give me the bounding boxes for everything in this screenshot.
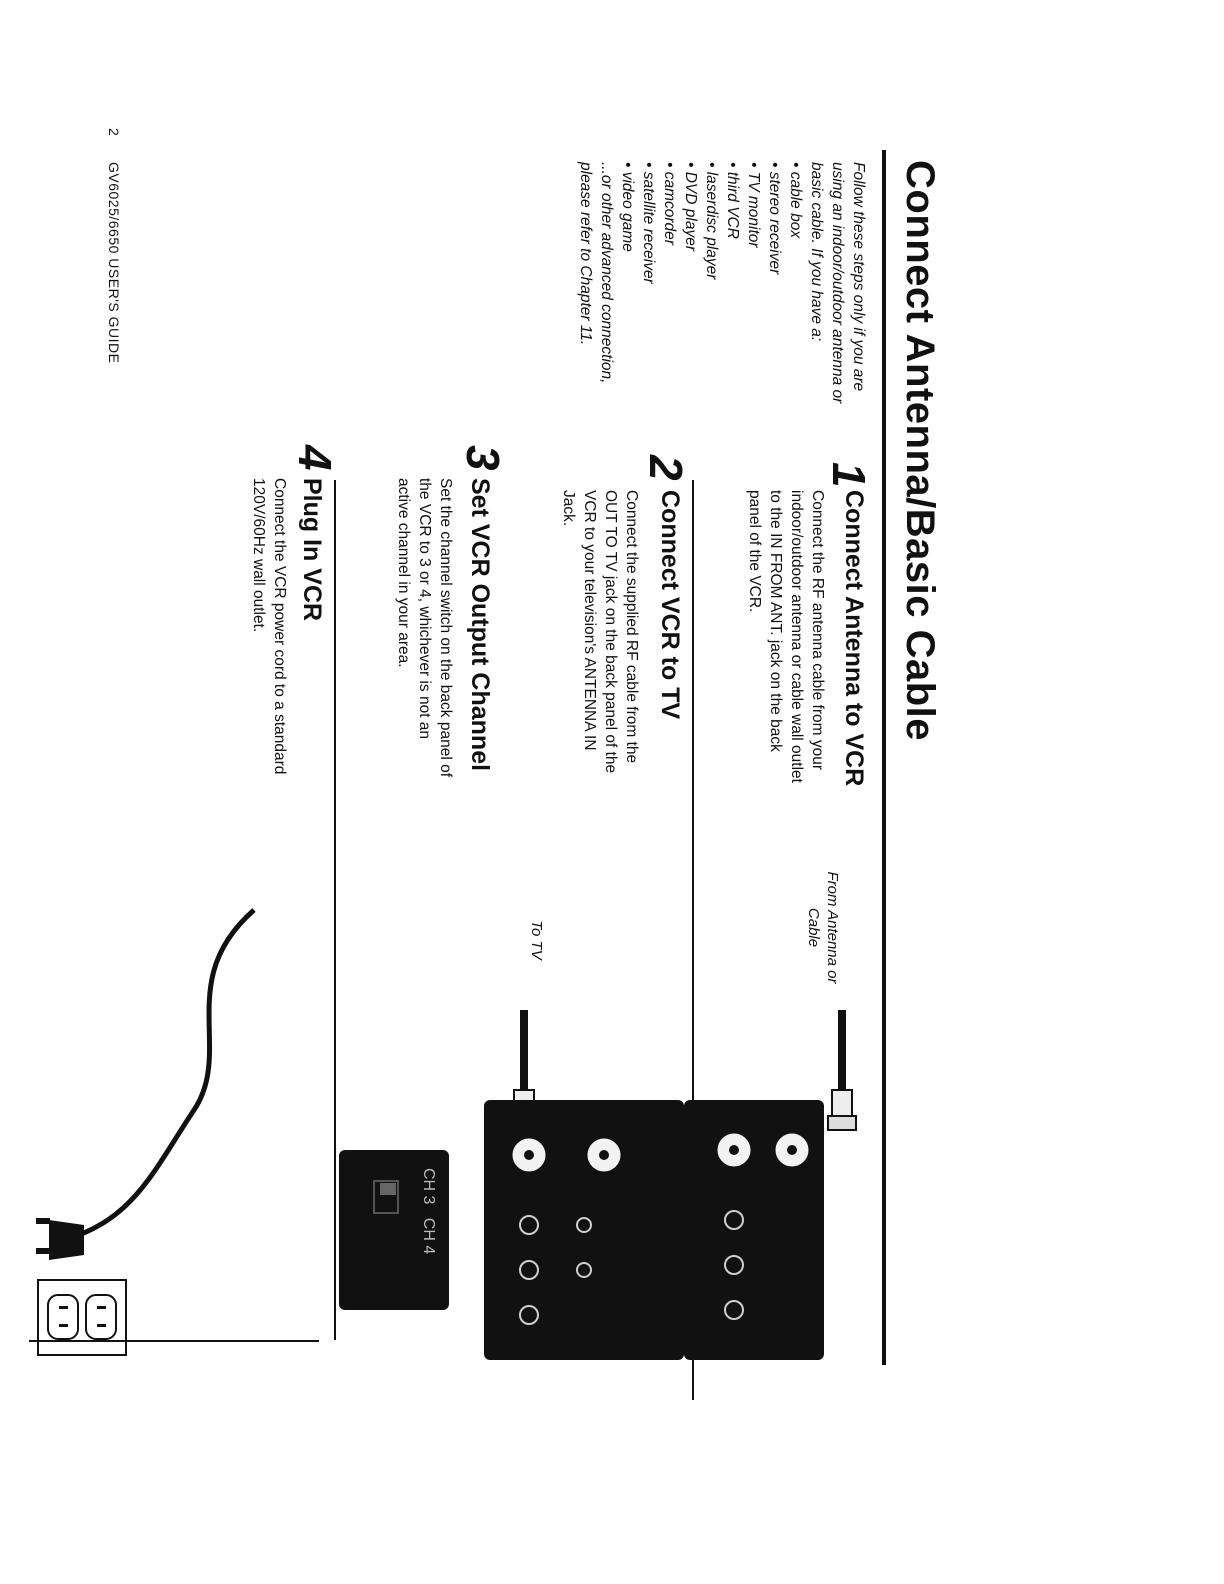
guide-title: GV6025/6650 USER'S GUIDE: [106, 162, 122, 364]
power-plug: [49, 1220, 84, 1260]
list-item: • DVD player: [680, 162, 701, 427]
list-item: • third VCR: [722, 162, 743, 427]
channel-switch-label: CH 3 CH 4: [420, 1168, 437, 1255]
outlet-socket-bottom: [48, 1295, 78, 1339]
from-antenna-label: From Antenna or Cable: [805, 871, 841, 984]
power-cord-figure: [34, 900, 274, 1360]
step-3-title: Set VCR Output Channel: [466, 478, 494, 772]
outlet-divider: [29, 1340, 319, 1342]
step-1-number: 1: [823, 462, 875, 488]
list-item: • laserdisc player: [701, 162, 722, 427]
vcr-to-tv-figure: [474, 980, 684, 1380]
step-1-title: Connect Antenna to VCR: [840, 490, 868, 787]
step-4-body: Connect the VCR power cord to a standard 120V/60Hz wall outlet.: [250, 478, 288, 775]
power-cord: [64, 910, 254, 1240]
list-item: • camcorder: [659, 162, 680, 427]
list-item: • cable box: [785, 162, 806, 427]
device-list: [617, 162, 806, 427]
step-4-number: 4: [289, 445, 341, 471]
intro-column: [575, 162, 869, 427]
channel-switch-figure: [339, 1150, 449, 1310]
list-item: • stereo receiver: [764, 162, 785, 427]
intro-text: Follow these steps only if you are using an indoor/outdoor antenna or basic cable. If you have a:: [808, 162, 867, 404]
step-3-body: Set the channel switch on the back panel of the VCR to 3 or 4, whichever is not an active channel in your area.: [395, 478, 454, 778]
list-item: • satellite receiver: [638, 162, 659, 427]
list-item: • video game: [617, 162, 638, 427]
advanced-connection-note: ...or other advanced connection, please refer to Chapter 11.: [577, 162, 615, 384]
step-4-rule: [334, 480, 336, 1340]
step-1-body: Connect the RF antenna cable from your indoor/outdoor antenna or cable wall outlet to the IN FROM ANT. jack on the back panel of the VCR.: [746, 490, 826, 783]
coax-connector: [832, 1090, 852, 1118]
outlet-socket-top: [86, 1295, 116, 1339]
to-tv-label: To TV: [528, 920, 545, 960]
page-title: Connect Antenna/Basic Cable: [898, 160, 942, 742]
step-4-title: Plug In VCR: [298, 478, 326, 622]
antenna-to-vcr-figure: [684, 980, 884, 1380]
step-2-number: 2: [640, 455, 692, 481]
list-item: • TV monitor: [743, 162, 764, 427]
page-number: 2: [106, 128, 122, 137]
step-3-number: 3: [457, 445, 509, 471]
channel-switch-knob: [380, 1183, 396, 1195]
step-2-body: Connect the supplied RF cable from the OUT TO TV jack on the back panel of the VCR to your television's ANTENNA IN Jack.: [560, 490, 640, 774]
step-2-title: Connect VCR to TV: [656, 490, 684, 720]
vcr-back-panel: [484, 1100, 684, 1360]
